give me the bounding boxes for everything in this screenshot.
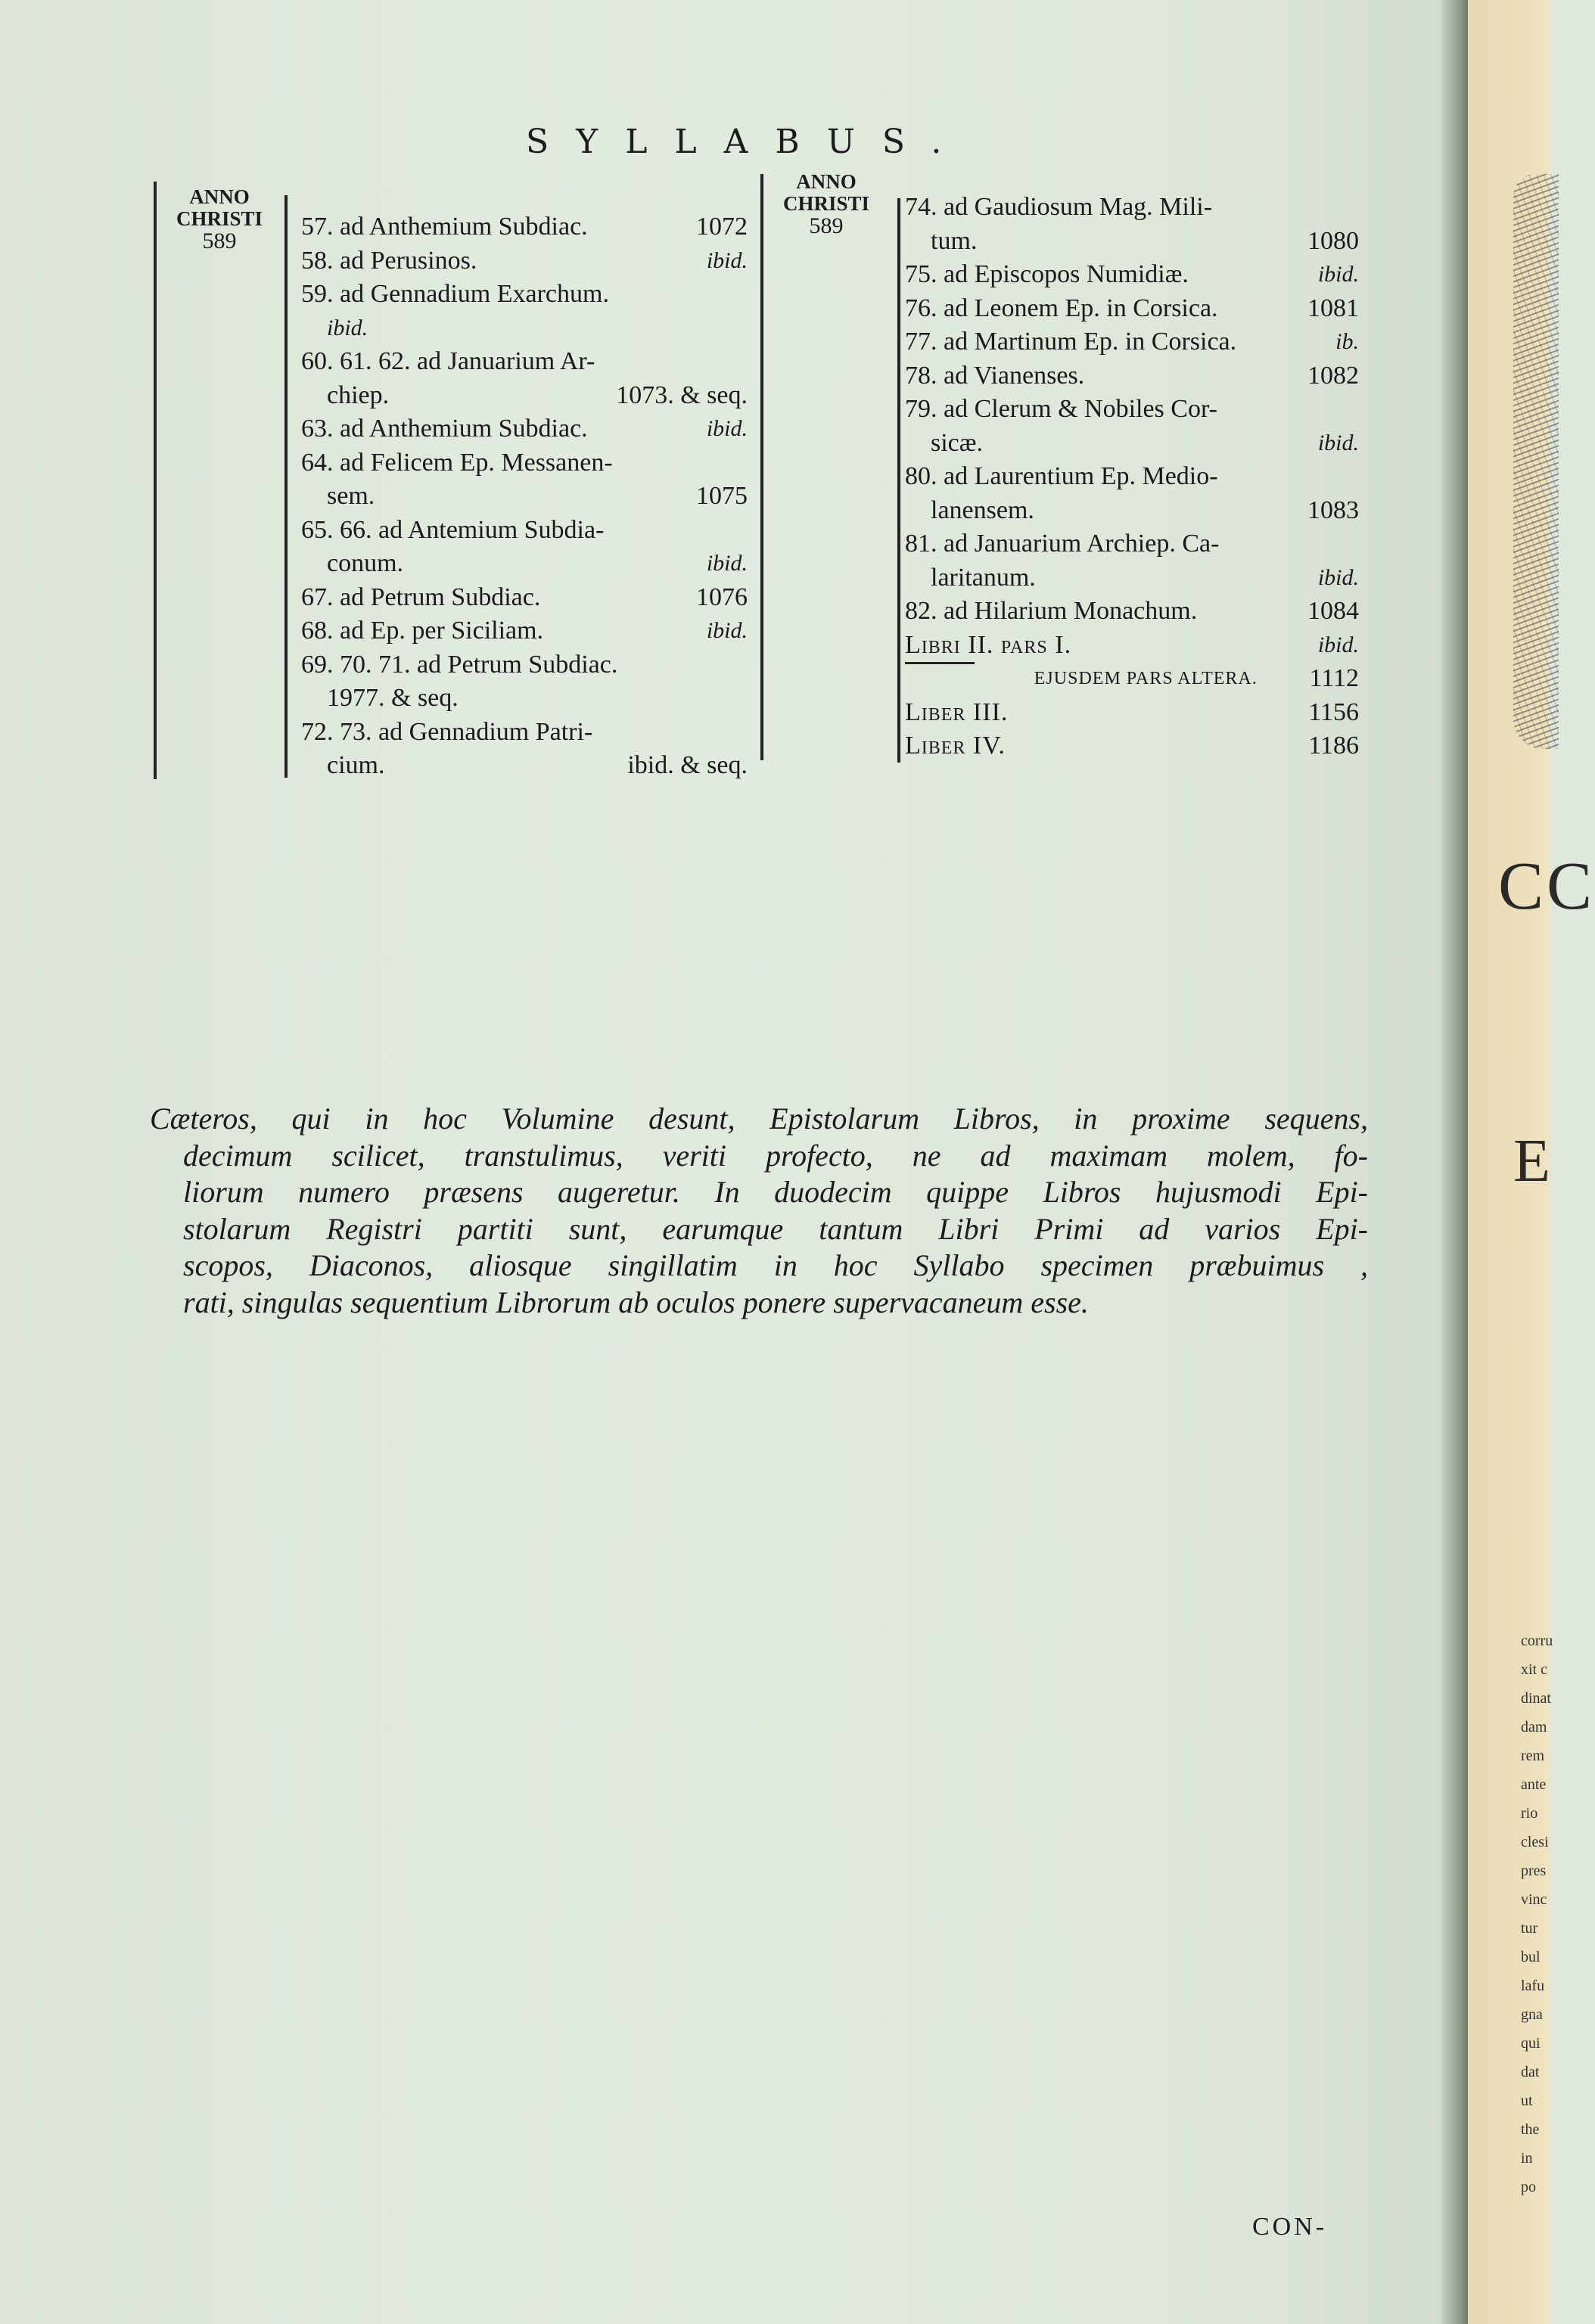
- adjacent-word-fragment: po: [1521, 2179, 1536, 2195]
- syllabus-entry: [301, 547, 748, 581]
- entry-text: chiep.: [327, 381, 390, 409]
- syllabus-entry: [301, 716, 748, 750]
- syllabus-entry: [905, 191, 1359, 225]
- syllabus-entry: [301, 514, 748, 548]
- adjacent-word-fragment: vinc: [1521, 1891, 1547, 1908]
- syllabus-entry: [905, 427, 1359, 461]
- entry-page-ref: 1072: [696, 213, 748, 241]
- entry-text: Libri II. pars I.: [905, 630, 1072, 659]
- adjacent-title-fragment: E: [1513, 1128, 1550, 1195]
- paragraph-line: rati, singulas sequentium Librorum ab oculos ponere supervacaneum esse.: [183, 1285, 1089, 1319]
- entry-page-ref: ibid.: [1317, 564, 1359, 590]
- syllabus-entry: [905, 460, 1359, 494]
- syllabus-entry: [301, 682, 748, 716]
- adjacent-word-fragment: xit c: [1521, 1661, 1547, 1678]
- entry-page-ref: ibid.: [1317, 262, 1359, 287]
- entry-text: cium.: [327, 751, 385, 779]
- entry-text: sicæ.: [931, 428, 983, 457]
- entry-page-ref: ibid.: [1317, 632, 1359, 657]
- adjacent-header-fragment: CC: [1498, 849, 1595, 924]
- entry-page-ref: ibid.: [1317, 430, 1359, 455]
- entry-text: 60. 61. 62. ad Januarium Ar-: [301, 347, 595, 375]
- syllabus-column-left: [301, 210, 748, 783]
- adjacent-text-fragment: [1521, 1626, 1553, 2201]
- syllabus-entry: [905, 729, 1359, 763]
- syllabus-entry: [905, 629, 1359, 663]
- adjacent-word-fragment: dam: [1521, 1719, 1547, 1735]
- adjacent-word-fragment: bul: [1521, 1949, 1541, 1965]
- entry-page-ref: 1081: [1307, 294, 1359, 322]
- entry-text: EJUSDEM PARS ALTERA.: [1034, 669, 1258, 688]
- entry-text: ibid.: [327, 315, 368, 340]
- entry-text: 75. ad Episcopos Numidiæ.: [905, 260, 1189, 288]
- entry-page-ref: ib.: [1335, 329, 1359, 354]
- adjacent-word-fragment: lafu: [1521, 1978, 1545, 1994]
- syllabus-entry: [301, 278, 748, 312]
- entry-text: tum.: [931, 226, 978, 255]
- adjacent-word-fragment: gna: [1521, 2006, 1543, 2023]
- entry-page-ref: 1082: [1307, 361, 1359, 390]
- syllabus-entry: [301, 244, 748, 278]
- anno-word: ANNO: [189, 185, 250, 208]
- entry-page-ref: ibid. & seq.: [627, 751, 748, 779]
- syllabus-entry: [905, 561, 1359, 595]
- entry-page-ref: 1156: [1308, 698, 1359, 726]
- entry-page-ref: 1080: [1307, 226, 1359, 255]
- entry-text: 72. 73. ad Gennadium Patri-: [301, 717, 593, 746]
- syllabus-entry: [301, 581, 748, 615]
- syllabus-entry: [301, 379, 748, 413]
- paragraph-line: Cæteros, qui in hoc Volumine desunt, Epistolarum Libros, in proxime sequens,: [150, 1101, 1368, 1136]
- anno-word: ANNO: [796, 170, 857, 193]
- entry-text: 59. ad Gennadium Exarchum.: [301, 280, 609, 308]
- entry-page-ref: ibid.: [706, 551, 748, 576]
- entry-text: conum.: [327, 549, 404, 577]
- adjacent-word-fragment: dinat: [1521, 1690, 1551, 1707]
- adjacent-word-fragment: clesi: [1521, 1834, 1549, 1850]
- syllabus-entry: [905, 595, 1359, 629]
- entry-text: 65. 66. ad Antemium Subdia-: [301, 515, 605, 544]
- entry-text: 67. ad Petrum Subdiac.: [301, 583, 541, 611]
- syllabus-entry: [301, 648, 748, 682]
- catchword: CON-: [1252, 2213, 1328, 2241]
- entry-page-ref: ibid.: [706, 416, 748, 441]
- book-gutter: [1441, 0, 1472, 2324]
- syllabus-entry: [905, 662, 1359, 696]
- syllabus-entry: [905, 292, 1359, 326]
- adjacent-word-fragment: tur: [1521, 1920, 1538, 1937]
- note-paragraph: [150, 1101, 1368, 1321]
- entry-page-ref: 1084: [1307, 597, 1359, 625]
- page-title: SYLLABUS.: [526, 123, 969, 161]
- christi-word: CHRISTI: [176, 207, 263, 230]
- syllabus-entry: [301, 412, 748, 446]
- entry-text: 64. ad Felicem Ep. Messanen-: [301, 448, 613, 477]
- entry-page-ref: 1083: [1307, 496, 1359, 524]
- syllabus-entry: [905, 359, 1359, 393]
- syllabus-column-right: [905, 191, 1359, 763]
- column-rule-middle: [760, 174, 763, 760]
- column-rule-left: [154, 182, 157, 779]
- adjacent-word-fragment: in: [1521, 2150, 1533, 2167]
- ditto-rule: [905, 662, 975, 696]
- anno-year: 589: [809, 213, 844, 238]
- christi-word: CHRISTI: [782, 192, 870, 215]
- entry-text: 57. ad Anthemium Subdiac.: [301, 213, 588, 241]
- entry-text: 80. ad Laurentium Ep. Medio-: [905, 462, 1218, 490]
- syllabus-entry: [301, 345, 748, 379]
- adjacent-word-fragment: qui: [1521, 2035, 1541, 2052]
- entry-text: 82. ad Hilarium Monachum.: [905, 597, 1198, 625]
- adjacent-word-fragment: corru: [1521, 1633, 1553, 1649]
- paragraph-line: decimum scilicet, transtulimus, veriti profecto, ne ad maximam molem, fo-: [183, 1138, 1368, 1173]
- anno-year: 589: [202, 228, 237, 253]
- adjacent-word-fragment: rio: [1521, 1805, 1538, 1822]
- entry-text: Liber III.: [905, 698, 1009, 726]
- syllabus-entry: [905, 527, 1359, 561]
- syllabus-entry: [905, 325, 1359, 359]
- adjacent-word-fragment: the: [1521, 2121, 1540, 2138]
- column-rule-inner-right: [897, 198, 900, 763]
- anno-label-middle: [766, 171, 887, 237]
- paragraph-line: stolarum Registri partiti sunt, earumque tantum Libri Primi ad varios Epi-: [183, 1211, 1368, 1246]
- adjacent-page-edge: [1468, 0, 1595, 2324]
- entry-text: 1977. & seq.: [327, 684, 459, 712]
- entry-text: Liber IV.: [905, 732, 1006, 760]
- paragraph-line: liorum numero præsens augeretur. In duodecim quippe Libros hujusmodi Epi-: [183, 1175, 1368, 1209]
- engraving-fragment: [1513, 174, 1559, 749]
- entry-text: laritanum.: [931, 563, 1036, 592]
- entry-text: 78. ad Vianenses.: [905, 361, 1085, 390]
- entry-page-ref: 1073. & seq.: [616, 381, 748, 409]
- syllabus-entry: [301, 312, 748, 346]
- adjacent-word-fragment: ut: [1521, 2093, 1533, 2109]
- syllabus-entry: [905, 225, 1359, 259]
- entry-page-ref: 1186: [1308, 732, 1359, 760]
- syllabus-entry: [301, 749, 748, 783]
- syllabus-entry: [301, 480, 748, 514]
- syllabus-entry: [905, 393, 1359, 427]
- syllabus-entry: [301, 614, 748, 648]
- adjacent-word-fragment: ante: [1521, 1776, 1547, 1793]
- adjacent-word-fragment: pres: [1521, 1863, 1547, 1879]
- anno-label-left: [159, 186, 280, 252]
- entry-page-ref: ibid.: [706, 247, 748, 273]
- syllabus-entry: [905, 696, 1359, 730]
- syllabus-entry: [301, 446, 748, 480]
- entry-page-ref: 1076: [696, 583, 748, 611]
- adjacent-word-fragment: rem: [1521, 1748, 1545, 1764]
- entry-text: 69. 70. 71. ad Petrum Subdiac.: [301, 650, 618, 679]
- entry-text: 81. ad Januarium Archiep. Ca-: [905, 530, 1220, 558]
- entry-text: 58. ad Perusinos.: [301, 246, 477, 275]
- syllabus-entry: [301, 210, 748, 244]
- entry-text: 79. ad Clerum & Nobiles Cor-: [905, 395, 1217, 423]
- entry-text: sem.: [327, 482, 375, 510]
- syllabus-entry: [905, 258, 1359, 292]
- entry-page-ref: ibid.: [706, 618, 748, 643]
- column-rule-inner-left: [284, 195, 288, 778]
- entry-page-ref: 1075: [696, 482, 748, 510]
- entry-text: 77. ad Martinum Ep. in Corsica.: [905, 328, 1237, 356]
- syllabus-entry: [905, 494, 1359, 528]
- entry-text: 68. ad Ep. per Siciliam.: [301, 617, 544, 645]
- paragraph-line: scopos, Diaconos, aliosque singillatim in hoc Syllabo specimen præbuimus ,: [183, 1248, 1368, 1282]
- entry-text: 74. ad Gaudiosum Mag. Mili-: [905, 193, 1213, 221]
- entry-text: 63. ad Anthemium Subdiac.: [301, 415, 588, 443]
- entry-page-ref: 1112: [1309, 664, 1359, 692]
- adjacent-word-fragment: dat: [1521, 2064, 1540, 2080]
- entry-text: 76. ad Leonem Ep. in Corsica.: [905, 294, 1218, 322]
- entry-text: lanensem.: [931, 496, 1034, 524]
